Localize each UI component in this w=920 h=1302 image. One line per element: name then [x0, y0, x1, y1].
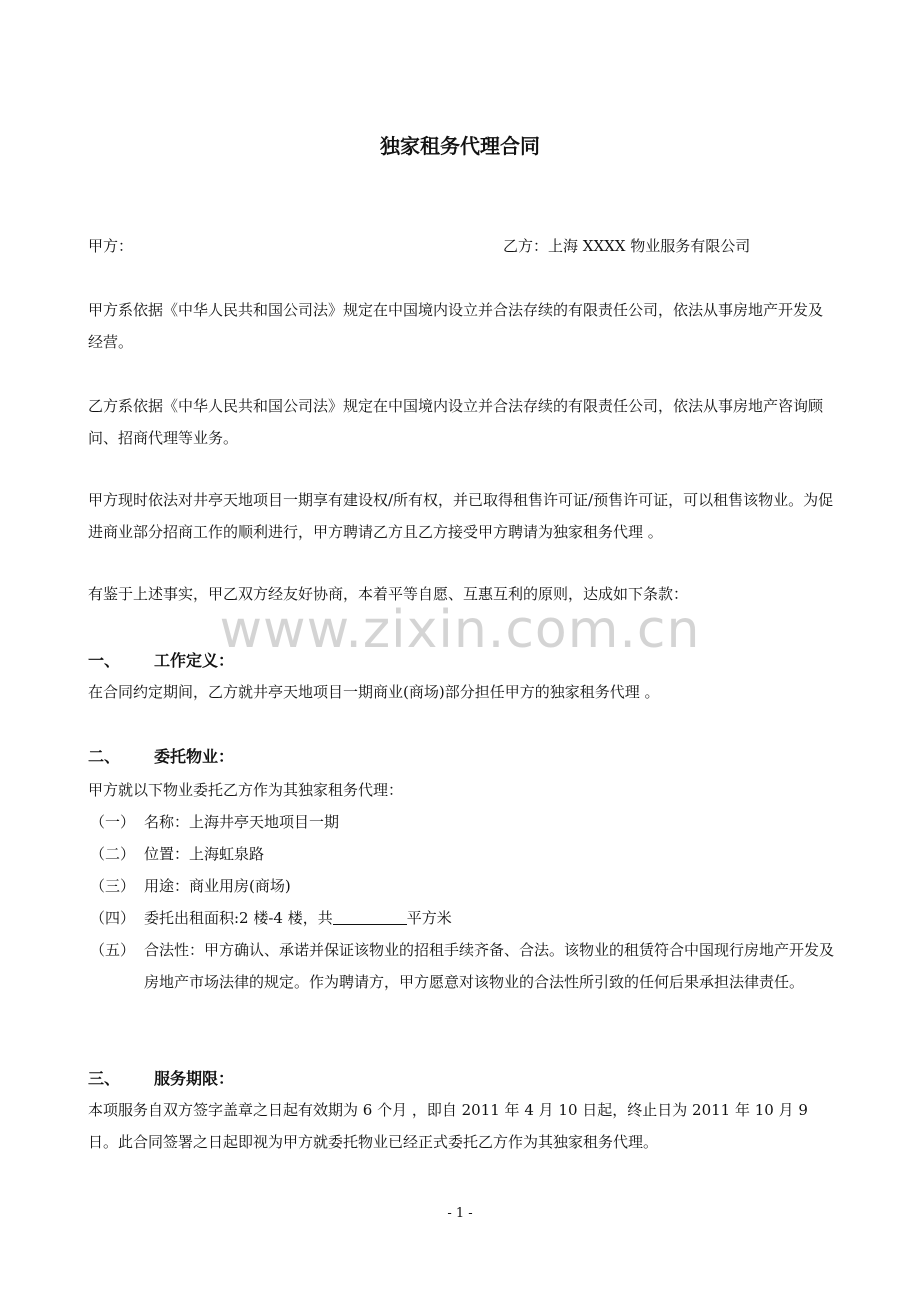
list-item [0, 934, 920, 1030]
list-item-text [144, 902, 834, 934]
area-text-before: 委托出租面积:2 楼-4 楼，共 [144, 909, 333, 927]
document-title: 独家租务代理合同 [380, 134, 540, 158]
section-3-heading [88, 1066, 388, 1090]
party-b-info: 乙方：上海 XXXX 物业服务有限公司 [503, 237, 751, 255]
section-3-label: 服务期限： [154, 1069, 235, 1088]
party-a-label: 甲方： [88, 237, 134, 255]
section-2-number: 二、 [88, 747, 121, 766]
list-item-text: 名称：上海井亭天地项目一期 [144, 813, 340, 831]
list-item-number: （五） [90, 941, 136, 959]
section-3-body: 本项服务自双方签字盖章之日起有效期为 6 个月 ，即自 2011 年 4 月 10 日起，终止日为 2011 年 10 月 9 日。此合同签署之日起即视为甲方就委托物业已经正式委托乙方作为其独家租务代理。 [88, 1101, 808, 1151]
list-item [0, 870, 920, 902]
list-item [0, 902, 920, 934]
paragraph-party-a: 甲方系依据《中华人民共和国公司法》规定在中国境内设立并合法存续的有限责任公司，依法从事房地产开发及经营。 [88, 301, 824, 351]
section-1-body: 在合同约定期间，乙方就井亭天地项目一期商业(商场)部分担任甲方的独家租务代理 。 [88, 683, 660, 701]
section-2-heading [88, 744, 388, 768]
list-item [0, 838, 920, 870]
section-2-label: 委托物业： [154, 747, 235, 766]
list-item-number: （四） [90, 909, 136, 927]
list-item-number: （三） [90, 877, 136, 895]
list-item [0, 806, 920, 838]
watermark: www.zixin.com.cn [219, 600, 701, 660]
area-blank-field [333, 908, 407, 925]
list-item-number: （二） [90, 845, 136, 863]
section-1-heading [88, 648, 388, 672]
paragraph-party-b: 乙方系依据《中华人民共和国公司法》规定在中国境内设立并合法存续的有限责任公司，依法从事房地产咨询顾问、招商代理等业务。 [88, 397, 824, 447]
section-3-number: 三、 [88, 1069, 121, 1088]
page-number: - 1 - [447, 1206, 473, 1221]
section-2-intro: 甲方就以下物业委托乙方作为其独家租务代理： [88, 781, 404, 799]
paragraph-background: 甲方现时依法对井亭天地项目一期享有建设权/所有权，并已取得租售许可证/预售许可证，可以租售该物业。为促进商业部分招商工作的顺利进行，甲方聘请乙方且乙方接受甲方聘请为独家租务代理 。 [88, 491, 834, 541]
section-1-label: 工作定义： [154, 651, 235, 670]
area-unit: 平方米 [406, 909, 452, 927]
section-1-number: 一、 [88, 651, 121, 670]
list-item-number: （一） [90, 813, 136, 831]
paragraph-agreement: 有鉴于上述事实，甲乙双方经友好协商，本着平等自愿、互惠互利的原则，达成如下条款： [88, 585, 689, 603]
list-item-text: 位置：上海虹泉路 [144, 845, 265, 863]
list-item-text: 用途：商业用房(商场) [144, 877, 291, 895]
list-item-text: 合法性：甲方确认、承诺并保证该物业的招租手续齐备、合法。该物业的租赁符合中国现行房地产开发及房地产市场法律的规定。作为聘请方，甲方愿意对该物业的合法性所引致的任何后果承担法律责任。 [144, 941, 835, 991]
